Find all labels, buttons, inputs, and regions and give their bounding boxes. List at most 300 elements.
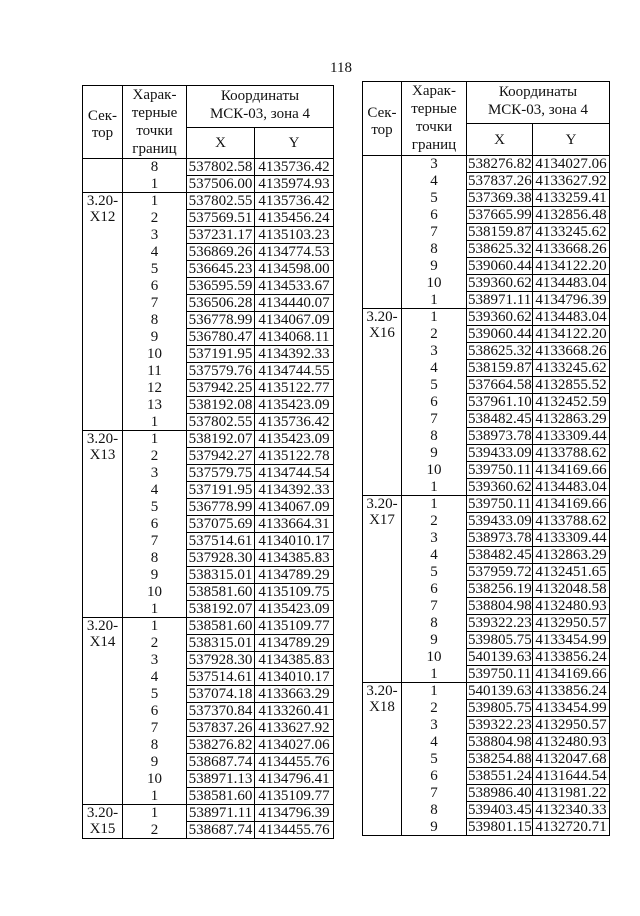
coordinate-row [363,156,610,173]
coordinate-y: 4133668.26 [533,343,610,360]
coordinate-y: 4134068.11 [255,329,334,346]
coordinate-y: 4134598.00 [255,261,334,278]
coordinate-x: 537928.30 [187,652,255,669]
coordinate-x: 540139.63 [468,649,532,665]
point-number: 5 [123,261,187,278]
point-number: 6 [402,207,467,224]
header-coordinates-line: МСК-03, зона 4 [487,102,589,118]
coordinate-x: 538804.98 [468,598,532,614]
point-number: 10 [123,346,187,363]
coordinate-y: 4133309.44 [533,428,610,445]
coordinate-x: 538159.87 [468,224,532,240]
coordinate-y: 4132950.57 [533,615,610,632]
coordinate-y: 4134744.54 [255,465,334,482]
sector-cell [83,431,123,618]
coordinate-x: 537231.17 [187,227,255,244]
coordinate-y: 4134010.17 [255,669,334,686]
coordinate-x: 539322.23 [468,717,532,733]
coordinate-x: 539360.62 [468,479,532,495]
point-number: 3 [123,652,187,669]
coordinate-y: 4133259.41 [533,190,610,207]
header-points-line: терные [411,101,457,117]
coordinate-x: 539433.09 [468,513,532,529]
coordinate-y: 4131644.54 [533,768,610,785]
point-number: 1 [402,496,467,513]
sector-label-line: Х17 [369,512,395,528]
coordinate-row [363,309,610,326]
point-number: 2 [123,822,187,839]
point-number: 8 [402,615,467,632]
header-points-line: границ [411,137,457,153]
coordinate-x: 537191.95 [187,346,255,363]
coordinate-y: 4135109.77 [255,618,334,635]
coordinate-y: 4133788.62 [533,445,610,462]
header-y: Y [255,128,334,159]
coordinate-x: 538192.07 [187,601,255,618]
header-points-line: точки [136,123,173,139]
coordinate-y: 4135122.77 [255,380,334,397]
point-number: 3 [402,717,467,734]
point-number: 1 [123,176,187,193]
coordinate-x: 538804.98 [468,734,532,750]
coordinate-y: 4132340.33 [533,802,610,819]
coordinate-x: 538192.07 [187,431,255,448]
point-number: 8 [123,737,187,754]
coordinate-x: 537191.95 [187,482,255,499]
coordinate-x: 538276.82 [468,156,532,172]
coordinate-x: 538482.45 [468,411,532,427]
point-number: 6 [123,703,187,720]
coordinate-x: 538687.74 [187,754,255,771]
header-points-line: Харак- [412,83,456,99]
point-number: 1 [402,309,467,326]
point-number: 10 [402,462,467,479]
coordinate-x: 538625.32 [468,241,532,257]
header-sector [363,82,402,156]
table-header [83,86,334,159]
coordinate-x: 539403.45 [468,802,532,818]
coordinate-x: 538986.40 [468,785,532,801]
coordinate-x: 537942.27 [187,448,255,465]
point-number: 11 [123,363,187,380]
header-sector-line: тор [91,125,114,141]
coordinate-y: 4134455.76 [255,754,334,771]
point-number: 3 [402,343,467,360]
coordinate-x: 539805.75 [468,632,532,648]
coordinate-y: 4134169.66 [533,666,610,683]
header-points-line: границ [132,141,177,157]
sector-label-line: Х13 [89,447,116,463]
sector-cell [363,683,402,836]
coordinate-y: 4134789.29 [255,635,334,652]
coordinate-x: 539750.11 [468,496,532,512]
point-number: 7 [123,720,187,737]
header-sector-line: Сек- [367,104,397,121]
coordinate-x: 539360.62 [468,309,532,325]
coordinate-x: 536778.99 [187,312,255,329]
point-number: 9 [402,819,467,836]
coordinate-x: 537802.55 [187,193,255,210]
header-coordinates-line: Координаты [498,84,578,100]
coordinate-y: 4134483.04 [533,275,610,292]
point-number: 1 [402,292,467,309]
coordinate-x: 537802.55 [187,414,255,431]
header-points-line: Харак- [132,87,177,103]
point-number: 2 [402,326,467,343]
header-coordinates-line: Координаты [220,88,300,104]
coordinate-y: 4135456.24 [255,210,334,227]
coordinate-x: 538482.45 [468,547,532,563]
sector-label-line: 3.20- [86,805,119,821]
point-number: 1 [123,431,187,448]
coordinate-y: 4133309.44 [533,530,610,547]
coordinate-x: 537514.61 [187,669,255,686]
point-number: 9 [402,258,467,275]
point-number: 4 [402,173,467,190]
point-number: 6 [402,768,467,785]
coordinate-x: 539322.23 [468,615,532,631]
sector-label-line: Х12 [89,209,116,225]
sector-label-line: 3.20- [86,431,119,447]
point-number: 10 [402,649,467,666]
header-coordinates [187,86,334,128]
point-number: 2 [402,700,467,717]
point-number: 7 [402,598,467,615]
sector-cell [83,159,123,193]
coordinate-y: 4133245.62 [533,224,610,241]
coordinate-y: 4134483.04 [533,309,610,326]
coordinate-y: 4134774.53 [255,244,334,261]
point-number: 4 [123,244,187,261]
coordinate-x: 538315.01 [187,567,255,584]
coordinate-x: 540139.63 [468,683,532,699]
coordinate-row [363,496,610,513]
coordinate-y: 4133627.92 [533,173,610,190]
coordinate-y: 4134440.07 [255,295,334,312]
coordinate-x: 538973.78 [468,530,532,546]
point-number: 5 [402,377,467,394]
coordinate-x: 539801.15 [468,819,532,835]
coordinate-x: 537961.10 [468,394,532,410]
coordinate-y: 4132480.93 [533,598,610,615]
coordinate-x: 538971.13 [187,771,255,788]
coordinate-x: 537664.58 [468,377,532,393]
point-number: 5 [402,190,467,207]
coordinate-x: 538971.11 [468,292,532,308]
point-number: 6 [123,278,187,295]
coordinate-row [83,805,334,822]
coordinate-y: 4135423.09 [255,431,334,448]
point-number: 5 [402,751,467,768]
coordinate-y: 4135109.77 [255,788,334,805]
coordinate-y: 4132047.68 [533,751,610,768]
coordinate-y: 4132451.65 [533,564,610,581]
coordinate-x: 537074.18 [187,686,255,703]
point-number: 7 [402,785,467,802]
point-number: 8 [123,312,187,329]
sector-label-line: 3.20- [366,309,398,325]
point-number: 6 [123,516,187,533]
coordinate-x: 536645.23 [187,261,255,278]
point-number: 8 [123,550,187,567]
coordinate-y: 4135109.75 [255,584,334,601]
point-number: 1 [402,666,467,683]
coordinate-x: 538551.24 [468,768,532,784]
point-number: 2 [123,210,187,227]
coordinate-y: 4134385.83 [255,652,334,669]
point-number: 1 [123,414,187,431]
point-number: 7 [402,411,467,428]
header-points-line: точки [415,119,453,135]
point-number: 3 [402,156,467,173]
coordinate-y: 4132048.58 [533,581,610,598]
coordinate-y: 4133856.24 [533,683,610,700]
point-number: 1 [123,788,187,805]
point-number: 10 [123,584,187,601]
header-points-line: терные [131,105,178,121]
header-boundary-points [123,86,187,159]
coordinate-y: 4134744.55 [255,363,334,380]
sector-cell [83,193,123,431]
sector-cell [363,309,402,496]
coordinate-x: 537959.72 [468,564,532,580]
coordinate-row [83,159,334,176]
coordinate-x: 537802.58 [187,159,255,176]
coordinate-x: 537665.99 [468,207,532,223]
coordinate-y: 4134796.39 [255,805,334,822]
table-body [83,159,334,839]
coordinate-y: 4134067.09 [255,499,334,516]
coordinate-y: 4133664.31 [255,516,334,533]
coordinate-x: 536869.26 [187,244,255,261]
coordinate-x: 536506.28 [187,295,255,312]
coordinate-x: 537569.51 [187,210,255,227]
coordinate-x: 538687.74 [187,822,255,839]
coordinate-x: 537369.38 [468,190,532,206]
page-number: 118 [330,60,352,76]
point-number: 5 [123,686,187,703]
sector-label-line: 3.20- [86,193,119,209]
header-y: Y [533,124,610,156]
point-number: 10 [123,771,187,788]
point-number: 7 [123,295,187,312]
coordinate-y: 4132855.52 [533,377,610,394]
header-coordinates-line: МСК-03, зона 4 [209,106,311,122]
coordinate-y: 4135736.42 [255,193,334,210]
coordinate-x: 536595.59 [187,278,255,295]
coordinate-x: 538315.01 [187,635,255,652]
coordinate-y: 4132856.48 [533,207,610,224]
coordinate-y: 4133454.99 [533,700,610,717]
coordinate-y: 4134169.66 [533,462,610,479]
point-number: 1 [402,683,467,700]
point-number: 4 [402,547,467,564]
coordinate-x: 539750.11 [468,462,532,478]
coordinate-x: 539060.44 [468,258,532,274]
point-number: 4 [123,482,187,499]
coordinate-row [83,193,334,210]
coordinate-y: 4135423.09 [255,601,334,618]
point-number: 5 [123,499,187,516]
coordinate-y: 4135103.23 [255,227,334,244]
point-number: 4 [402,360,467,377]
point-number: 4 [123,669,187,686]
coordinate-y: 4132863.29 [533,411,610,428]
coordinate-y: 4131981.22 [533,785,610,802]
coordinate-x: 538625.32 [468,343,532,359]
point-number: 7 [123,533,187,550]
coordinate-x: 537837.26 [187,720,255,737]
coordinate-y: 4132950.57 [533,717,610,734]
point-number: 2 [123,448,187,465]
coordinate-y: 4135423.09 [255,397,334,414]
coordinate-y: 4135122.78 [255,448,334,465]
point-number: 12 [123,380,187,397]
coordinate-x: 537514.61 [187,533,255,550]
point-number: 8 [402,428,467,445]
header-sector [83,86,123,159]
table-header [363,82,610,156]
sector-label-line: 3.20- [366,683,398,699]
coordinate-x: 538254.88 [468,751,532,767]
coordinate-x: 539360.62 [468,275,532,291]
point-number: 13 [123,397,187,414]
point-number: 9 [123,754,187,771]
header-sector-line: Сек- [87,108,118,124]
coordinate-x: 536780.47 [187,329,255,346]
point-number: 9 [402,632,467,649]
coordinate-x: 537075.69 [187,516,255,533]
coordinate-x: 537370.84 [187,703,255,720]
point-number: 9 [402,445,467,462]
coordinate-y: 4134385.83 [255,550,334,567]
coordinate-x: 538581.60 [187,618,255,635]
coordinate-y: 4134533.67 [255,278,334,295]
coordinate-y: 4132480.93 [533,734,610,751]
header-row [363,82,610,124]
point-number: 8 [402,802,467,819]
coordinate-y: 4134027.06 [255,737,334,754]
header-coordinates [467,82,610,124]
coordinate-x: 538256.19 [468,581,532,597]
coordinate-y: 4134455.76 [255,822,334,839]
sector-cell [83,618,123,805]
header-x: X [467,124,533,156]
coordinate-x: 538581.60 [187,788,255,805]
point-number: 2 [402,513,467,530]
coordinate-y: 4133627.92 [255,720,334,737]
coordinate-y: 4133454.99 [533,632,610,649]
sector-label-line: Х14 [89,634,116,650]
coordinate-x: 539060.44 [468,326,532,342]
coordinates-table-left [82,85,334,839]
point-number: 8 [402,241,467,258]
point-number: 7 [402,224,467,241]
header-row [83,86,334,128]
coordinate-y: 4134027.06 [533,156,610,173]
coordinate-x: 538159.87 [468,360,532,376]
sector-label-line: Х15 [89,821,116,837]
coordinate-x: 538973.78 [468,428,532,444]
point-number: 1 [123,193,187,210]
coordinate-y: 4133260.41 [255,703,334,720]
sector-label-line: 3.20- [86,618,119,634]
header-boundary-points [402,82,467,156]
coordinate-x: 538276.82 [187,737,255,754]
point-number: 1 [123,601,187,618]
coordinate-y: 4134122.20 [533,326,610,343]
coordinate-y: 4132720.71 [533,819,610,836]
coordinate-x: 537837.26 [468,173,532,189]
point-number: 5 [402,564,467,581]
coordinate-y: 4134796.39 [533,292,610,309]
coordinate-x: 537506.00 [187,176,255,193]
coordinate-y: 4134067.09 [255,312,334,329]
coordinate-y: 4135736.42 [255,159,334,176]
point-number: 1 [123,805,187,822]
coordinate-x: 537928.30 [187,550,255,567]
point-number: 3 [123,465,187,482]
sector-label-line: 3.20- [366,496,398,512]
coordinate-x: 536778.99 [187,499,255,516]
sector-label-line: Х16 [369,325,395,341]
coordinate-row [83,618,334,635]
coordinate-x: 538192.08 [187,397,255,414]
sector-cell [83,805,123,839]
coordinate-x: 537579.75 [187,465,255,482]
coordinate-y: 4133668.26 [533,241,610,258]
coordinate-x: 539750.11 [468,666,532,682]
coordinate-x: 537942.25 [187,380,255,397]
coordinate-row [83,431,334,448]
sector-cell [363,156,402,309]
coordinate-y: 4133245.62 [533,360,610,377]
coordinate-y: 4134169.66 [533,496,610,513]
point-number: 9 [123,567,187,584]
coordinate-row [363,683,610,700]
point-number: 8 [123,159,187,176]
point-number: 10 [402,275,467,292]
coordinate-y: 4132863.29 [533,547,610,564]
header-sector-line: тор [371,121,393,138]
coordinate-x: 538581.60 [187,584,255,601]
coordinate-y: 4132452.59 [533,394,610,411]
coordinate-x: 537579.76 [187,363,255,380]
point-number: 6 [402,394,467,411]
sector-cell [363,496,402,683]
coordinate-y: 4135974.93 [255,176,334,193]
coordinate-y: 4134122.20 [533,258,610,275]
coordinate-x: 539805.75 [468,700,532,716]
point-number: 3 [402,530,467,547]
coordinate-y: 4135736.42 [255,414,334,431]
coordinate-y: 4134483.04 [533,479,610,496]
coordinates-table-right [362,81,610,836]
coordinate-y: 4134392.33 [255,482,334,499]
point-number: 2 [123,635,187,652]
coordinate-y: 4134010.17 [255,533,334,550]
point-number: 4 [402,734,467,751]
table-body [363,156,610,836]
point-number: 1 [123,618,187,635]
coordinate-x: 539433.09 [468,445,532,461]
sector-label-line: Х18 [369,699,395,715]
point-number: 1 [402,479,467,496]
coordinate-y: 4134796.41 [255,771,334,788]
header-x: X [187,128,255,159]
coordinate-x: 538971.11 [187,805,255,822]
coordinate-y: 4133856.24 [533,649,610,666]
